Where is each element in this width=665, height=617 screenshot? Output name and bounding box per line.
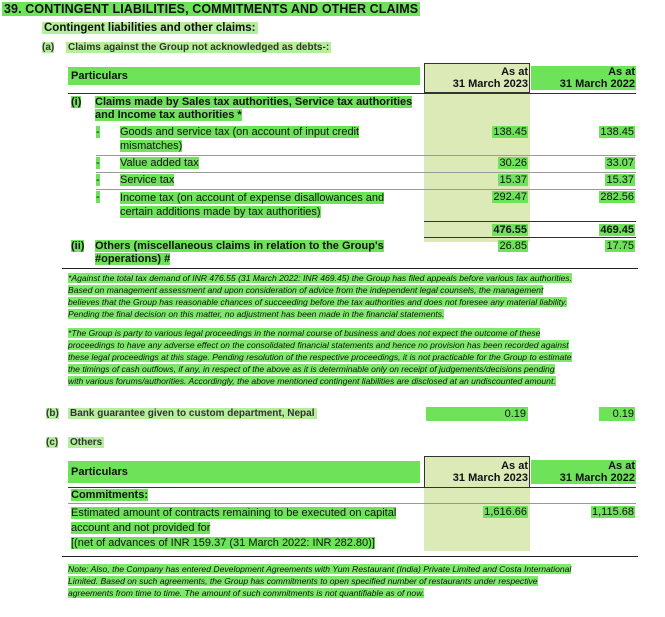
item-c-label: Others (70, 437, 103, 448)
group-i-marker: (i) (71, 96, 82, 108)
service-tax-2023: 15.37 (499, 174, 527, 186)
table-row-vat: Value added tax (120, 157, 199, 169)
item-b-marker: (b) (46, 408, 59, 419)
capital-contracts-2023: 1,616.66 (484, 506, 527, 518)
table2-particulars-header: Particulars (71, 466, 128, 478)
table-row-income-tax: Income tax (on account of expense disallowances and certain additions made by tax authorities) (120, 192, 385, 218)
bank-guarantee-2023: 0.19 (504, 408, 526, 420)
row-dash: - (96, 174, 100, 186)
table2-col2022-header: As at 31 March 2022 (559, 460, 635, 484)
table1-col2022-header: As at 31 March 2022 (559, 66, 635, 90)
commitments-label: Commitments: (71, 489, 149, 501)
table1-particulars-header: Particulars (71, 70, 128, 82)
income-tax-2022: 282.56 (600, 191, 634, 203)
bank-guarantee-2022: 0.19 (612, 408, 634, 420)
row-dash: - (96, 126, 100, 138)
row-dash: - (96, 191, 100, 203)
group-ii-marker: (ii) (71, 240, 85, 252)
vat-2022: 33.07 (606, 157, 634, 169)
section-title: 39. CONTINGENT LIABILITIES, COMMITMENTS AND OTHER CLAIMS (4, 2, 419, 16)
table-row-gst: Goods and service tax (on account of input credit mismatches) (120, 126, 360, 152)
capital-contracts-row: Estimated amount of contracts remaining to be executed on capital account and not provided for [(net of advances of INR 159.37 (31 March 2022: INR 282.80)] (71, 507, 397, 549)
subsection-title: Contingent liabilities and other claims: (44, 22, 256, 34)
group-i-heading: Claims made by Sales tax authorities, Service tax authorities and Income tax authorities * (95, 96, 413, 121)
subtotal-2022: 469.45 (600, 224, 634, 236)
table-row-service-tax: Service tax (120, 174, 175, 186)
item-b-label: Bank guarantee given to custom department, Nepal (70, 408, 315, 419)
capital-contracts-2022: 1,115.68 (591, 506, 634, 518)
table1-col2023-header: As at 31 March 2023 (452, 66, 528, 90)
legal-proceedings-note: *The Group is party to various legal proceedings in the normal course of business and does not expect the outcome of these proceedings to have any adverse effect on the consolidated financial statements and hence no provision has been recorded against these legal proceedings at this stage. Pending resolution of the respective proceedings, it is not practicable for the Group to estimate the timings of cash outflows, if any, in respect of the above as it is determinable only on receipt of judgements/decisions pending with various forums/authorities. Accordingly, the above mentioned contingent liabilities are disclosed at an undiscounted amount. (68, 328, 572, 386)
item-c-marker: (c) (46, 437, 59, 448)
item-a-marker: (a) (42, 42, 55, 53)
gst-2022: 138.45 (600, 126, 634, 138)
table1-header-rule (68, 93, 636, 94)
item-a-label: Claims against the Group not acknowledged as debts-: (68, 42, 330, 53)
development-agreements-note: Note: Also, the Company has entered Development Agreements with Yum Restaurant (India) Private Limited and Costa International Limited. Based on such agreements, the Group has commitments to open specified number of restaurants under respective agreements from time to time. The amount of such commitments is not quantifiable as of now. (68, 564, 572, 598)
table2-col2023-header: As at 31 March 2023 (452, 460, 528, 484)
group-ii-heading: Others (miscellaneous claims in relation to the Group's #operations) # (95, 240, 384, 265)
others-2022: 17.75 (606, 240, 634, 252)
row-dash: - (96, 157, 100, 169)
vat-2023: 30.26 (499, 157, 527, 169)
tax-demand-note: *Against the total tax demand of INR 476.55 (31 March 2022: INR 469.45) the Group has filed appeals before various tax authorities. Based on management assessment and upon consideration of advice from the independent legal counsels, the management believes that the Group has reasonable chances of succeeding before the tax authorities and does not foresee any material liability. Pending the final decision on this matter, no adjustment has been made in the financial statements. (68, 273, 572, 319)
income-tax-2023: 292.47 (493, 191, 527, 203)
others-2023: 26.85 (499, 240, 527, 252)
service-tax-2022: 15.37 (606, 174, 634, 186)
subtotal-2023: 476.55 (493, 224, 527, 236)
gst-2023: 138.45 (493, 126, 527, 138)
